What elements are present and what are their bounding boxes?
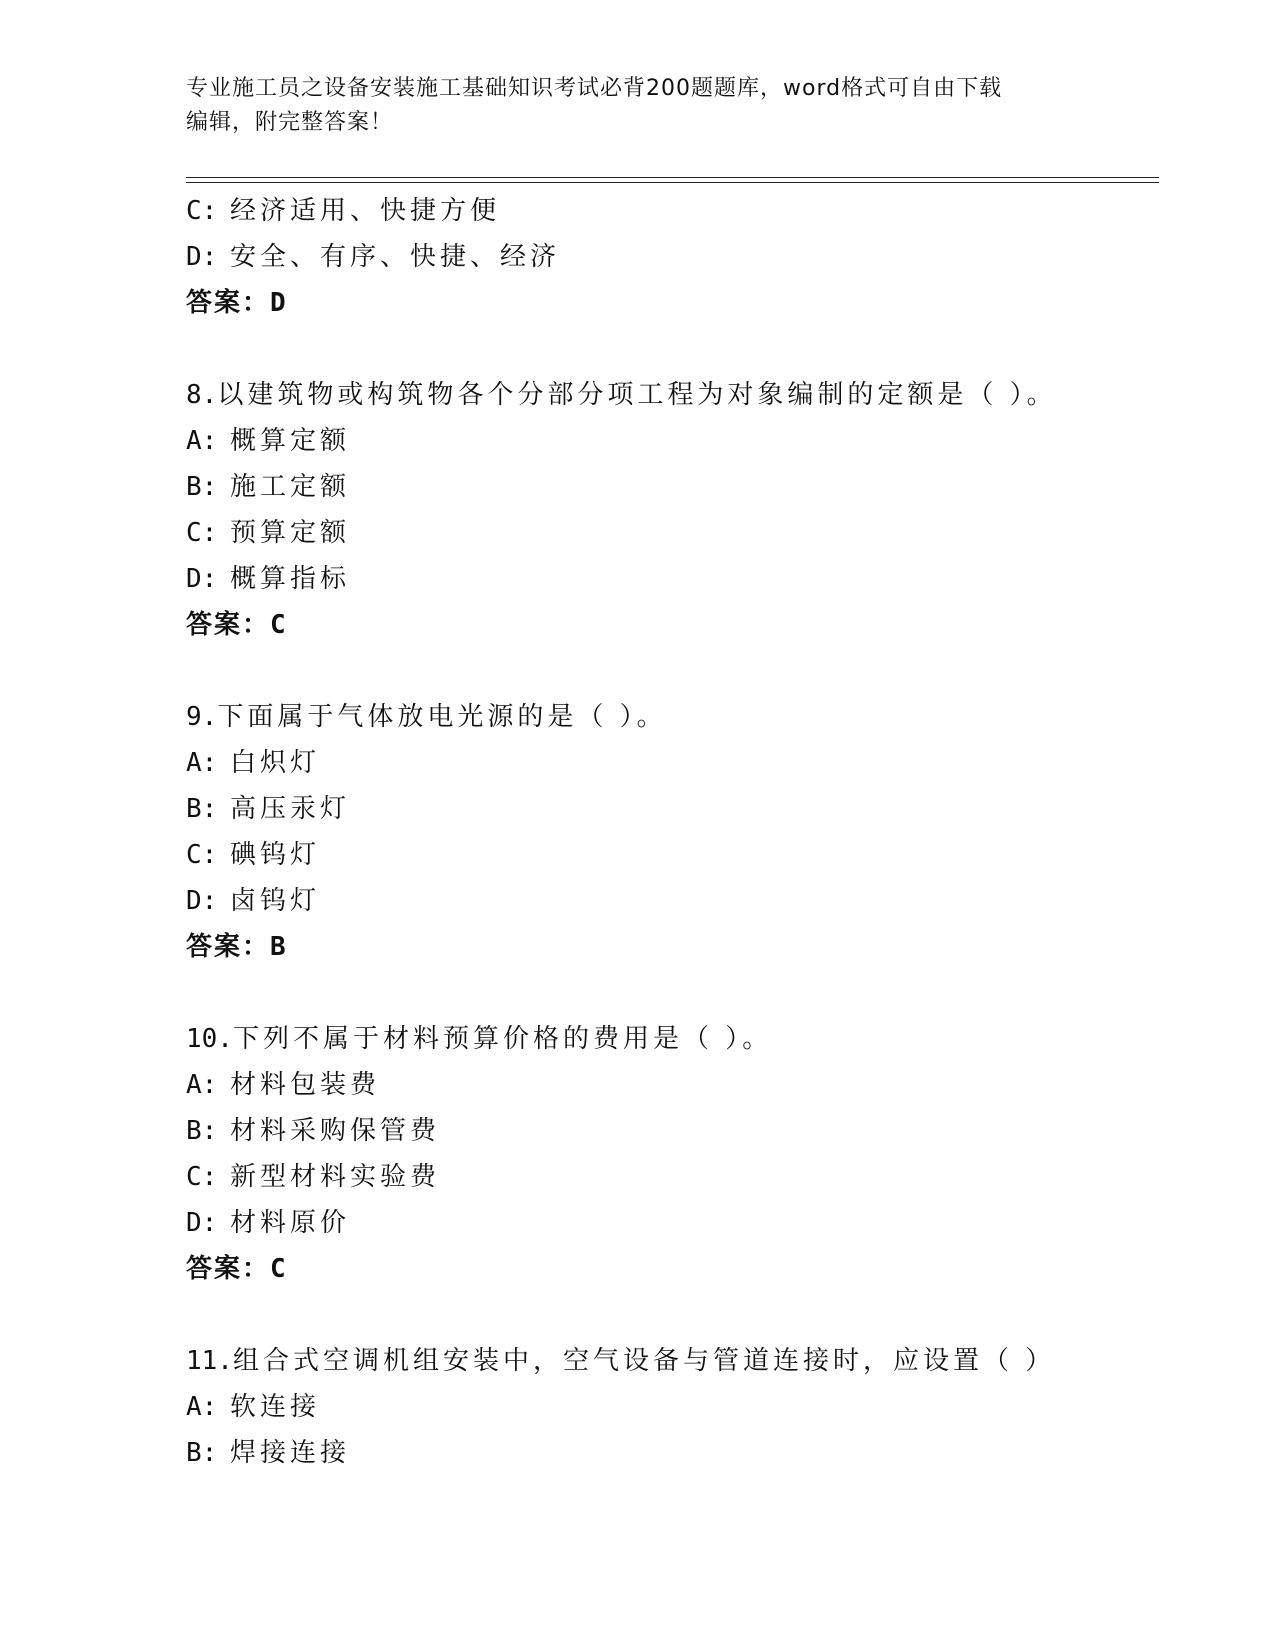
question-number: 11.	[186, 1346, 233, 1376]
document-header	[186, 72, 1086, 140]
option-letter: C:	[186, 518, 218, 548]
option-row	[186, 1430, 1166, 1476]
option-letter: B:	[186, 472, 218, 502]
option-row	[186, 1108, 1166, 1154]
option-row	[186, 510, 1166, 556]
spacer	[186, 326, 1166, 372]
option-letter: A:	[186, 748, 218, 778]
answer-line	[186, 1246, 1166, 1292]
option-row	[186, 1200, 1166, 1246]
question-text: 下列不属于材料预算价格的费用是（ ）。	[232, 1024, 773, 1054]
question-stem	[186, 1338, 1166, 1384]
option-row	[186, 1062, 1166, 1108]
option-letter: D:	[186, 242, 218, 272]
spacer	[186, 1292, 1166, 1338]
question-text: 组合式空调机组安装中，空气设备与管道连接时，应设置（ ）	[232, 1346, 1056, 1376]
answer-line	[186, 280, 1166, 326]
option-row	[186, 878, 1166, 924]
option-text: 经济适用、快捷方便	[230, 196, 501, 226]
option-row	[186, 1154, 1166, 1200]
question-number: 10.	[186, 1024, 233, 1054]
option-letter: A:	[186, 426, 218, 456]
option-row	[186, 234, 1166, 280]
option-letter: B:	[186, 794, 218, 824]
option-row	[186, 188, 1166, 234]
option-text: 安全、有序、快捷、经济	[230, 242, 561, 272]
option-letter: B:	[186, 1438, 218, 1468]
question-stem	[186, 372, 1166, 418]
option-letter: B:	[186, 1116, 218, 1146]
question-stem	[186, 694, 1166, 740]
answer-value: B	[270, 932, 288, 962]
header-title-line-2: 编辑，附完整答案！	[186, 110, 394, 135]
answer-label: 答案：	[186, 932, 271, 962]
answer-line	[186, 924, 1166, 970]
option-letter: D:	[186, 1208, 218, 1238]
option-letter: C:	[186, 840, 218, 870]
spacer	[186, 970, 1166, 1016]
answer-value: C	[270, 610, 288, 640]
option-row	[186, 740, 1166, 786]
option-text: 白炽灯	[230, 748, 321, 778]
answer-label: 答案：	[186, 610, 271, 640]
option-text: 施工定额	[230, 472, 351, 502]
option-text: 卤钨灯	[230, 886, 321, 916]
spacer	[186, 648, 1166, 694]
option-text: 软连接	[230, 1392, 321, 1422]
header-divider-bottom	[186, 182, 1159, 183]
option-row	[186, 418, 1166, 464]
header-divider-top	[186, 177, 1159, 178]
question-list	[186, 188, 1166, 1476]
option-row	[186, 1384, 1166, 1430]
option-letter: A:	[186, 1392, 218, 1422]
header-title-line-1: 专业施工员之设备安装施工基础知识考试必背200题题库，word格式可自由下载	[186, 76, 1003, 101]
answer-value: C	[270, 1254, 288, 1284]
option-text: 材料原价	[230, 1208, 351, 1238]
option-letter: D:	[186, 886, 218, 916]
option-letter: A:	[186, 1070, 218, 1100]
answer-label: 答案：	[186, 1254, 271, 1284]
question-text: 下面属于气体放电光源的是（ ）。	[217, 702, 667, 732]
option-text: 焊接连接	[230, 1438, 351, 1468]
option-row	[186, 832, 1166, 878]
question-number: 8.	[186, 380, 218, 410]
option-row	[186, 786, 1166, 832]
answer-label: 答案：	[186, 288, 271, 318]
option-row	[186, 556, 1166, 602]
option-text: 概算定额	[230, 426, 351, 456]
option-text: 预算定额	[230, 518, 351, 548]
option-text: 概算指标	[230, 564, 351, 594]
question-number: 9.	[186, 702, 218, 732]
option-text: 材料包装费	[230, 1070, 381, 1100]
option-text: 新型材料实验费	[230, 1162, 441, 1192]
answer-value: D	[270, 288, 288, 318]
option-text: 碘钨灯	[230, 840, 321, 870]
option-row	[186, 464, 1166, 510]
question-text: 以建筑物或构筑物各个分部分项工程为对象编制的定额是（ ）。	[217, 380, 1057, 410]
option-text: 高压汞灯	[230, 794, 351, 824]
option-text: 材料采购保管费	[230, 1116, 441, 1146]
option-letter: C:	[186, 196, 218, 226]
question-stem	[186, 1016, 1166, 1062]
option-letter: C:	[186, 1162, 218, 1192]
option-letter: D:	[186, 564, 218, 594]
answer-line	[186, 602, 1166, 648]
